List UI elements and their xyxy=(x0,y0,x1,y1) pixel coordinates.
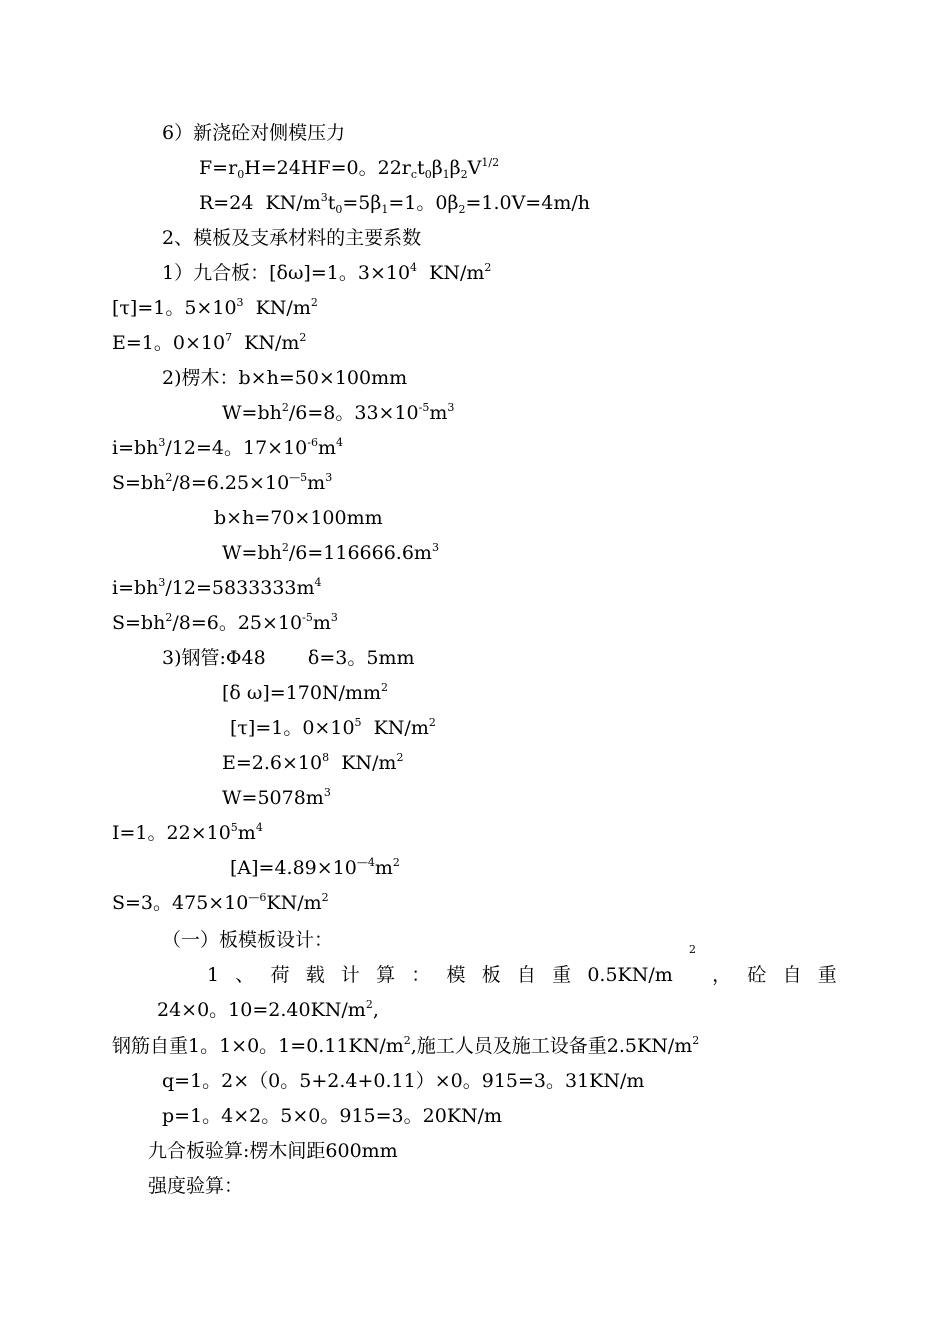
superscript: 5 xyxy=(230,821,238,834)
text-run: m xyxy=(312,612,331,634)
text-run: KN/m xyxy=(232,332,300,354)
subscript: 0 xyxy=(424,168,432,181)
superscript: 2 xyxy=(365,998,373,1011)
text-run: 算 xyxy=(376,964,396,986)
text-run: 24×0。10=2.40KN/m xyxy=(157,999,366,1021)
text-run: 重 xyxy=(817,964,837,986)
text-run: 2)楞木：b×h=50×100mm xyxy=(162,367,408,389)
formula-line xyxy=(157,993,379,1028)
formula-line xyxy=(112,816,263,851)
text-run: [τ]=1。0×10 xyxy=(230,717,355,739)
superscript: —5 xyxy=(289,471,308,484)
text-run: W=bh xyxy=(222,402,282,424)
superscript: 2 xyxy=(281,401,289,414)
superscript: —4 xyxy=(356,856,375,869)
superscript: —6 xyxy=(248,891,267,904)
text-run: 1）九合板：[δω]=1。3×10 xyxy=(162,262,411,284)
text-run: 钢筋自重1。1×0。1=0.11KN/m xyxy=(112,1035,404,1057)
text-run: 6）新浇砼对侧模压力 xyxy=(162,122,346,144)
text-run: 3)钢管:Φ48 δ=3。5mm xyxy=(162,647,415,669)
superscript: 3 xyxy=(323,786,331,799)
text-run: m xyxy=(429,402,448,424)
superscript: 3 xyxy=(325,471,333,484)
formula-line xyxy=(230,851,400,886)
text-line xyxy=(112,1029,699,1064)
text-run: KN/m xyxy=(329,752,397,774)
superscript: 7 xyxy=(225,331,233,344)
superscript: 3 xyxy=(320,191,328,204)
superscript: 3 xyxy=(431,541,439,554)
text-run: m xyxy=(318,437,337,459)
text-run: KN/m xyxy=(417,262,485,284)
superscript: 2 xyxy=(299,331,307,344)
superscript: -5 xyxy=(302,611,313,624)
formula-line xyxy=(162,1064,644,1099)
subscript: 0 xyxy=(335,203,343,216)
text-run: 砼 xyxy=(747,964,767,986)
superscript: 4 xyxy=(314,576,322,589)
text-run: S=bh xyxy=(112,612,166,634)
text-run: 强度验算： xyxy=(148,1175,244,1197)
subscript: 1 xyxy=(381,203,389,216)
text-run: F=r xyxy=(199,157,238,179)
text-run: i=bh xyxy=(112,437,159,459)
section-heading xyxy=(162,221,421,256)
formula-line xyxy=(230,711,436,746)
superscript: 2 xyxy=(403,1034,411,1047)
text-line xyxy=(148,1134,398,1169)
text-run: 重 xyxy=(552,964,572,986)
formula-line xyxy=(162,1099,502,1134)
text-run: q=1。2×（0。5+2.4+0.11）×0。915=3。31KN/m xyxy=(162,1070,645,1092)
text-run: , xyxy=(372,999,379,1021)
text-line-justified xyxy=(207,943,837,993)
superscript: 3 xyxy=(447,401,455,414)
formula-line xyxy=(222,746,403,781)
subscript: 2 xyxy=(458,203,466,216)
text-line xyxy=(148,1169,243,1204)
text-run: H=24HF=0。22r xyxy=(244,157,411,179)
formula-line xyxy=(112,571,322,606)
text-run: b×h=70×100mm xyxy=(214,507,383,529)
formula-line xyxy=(112,326,306,361)
text-run: ,施工人员及施工设备重2.5KN/m xyxy=(410,1035,693,1057)
text-run: E=1。0×10 xyxy=(112,332,226,354)
text-run: /8=6.25×10 xyxy=(172,472,290,494)
superscript: 2 xyxy=(396,751,404,764)
superscript: 2 xyxy=(281,541,289,554)
superscript: 5 xyxy=(354,716,362,729)
text-run: R=24 KN/m xyxy=(199,192,321,214)
text-run: 模 xyxy=(446,964,466,986)
formula-line xyxy=(222,676,388,711)
text-run: 2、模板及支承材料的主要系数 xyxy=(162,227,422,249)
text-run: t xyxy=(417,157,425,179)
formula-line xyxy=(112,431,343,466)
text-run: 1 xyxy=(207,964,220,986)
superscript: 2 xyxy=(484,261,492,274)
text-run: /12=4。17×10 xyxy=(165,437,308,459)
text-run: I=1。22×10 xyxy=(112,822,231,844)
text-run: β xyxy=(431,157,443,179)
superscript: 2 xyxy=(392,856,400,869)
text-run: KN/m xyxy=(266,892,322,914)
superscript: 4 xyxy=(410,261,418,274)
superscript: 4 xyxy=(336,436,344,449)
superscript: 2 xyxy=(692,1034,700,1047)
superscript: 4 xyxy=(255,821,263,834)
text-run: ， xyxy=(712,964,732,986)
text-run: KN/m xyxy=(243,297,311,319)
text-run: 自 xyxy=(516,964,536,986)
superscript: 3 xyxy=(158,576,166,589)
text-run: 板 xyxy=(481,964,501,986)
formula-line xyxy=(214,501,383,536)
text-run: 计 xyxy=(340,964,360,986)
text-run: 0.5KN/m xyxy=(587,964,673,986)
formula-line xyxy=(112,291,318,326)
subscript: 1 xyxy=(442,168,450,181)
formula-line xyxy=(222,396,454,431)
text-run: W=bh xyxy=(222,542,282,564)
text-run: 、 xyxy=(235,964,255,986)
text-run: （一）板模板设计： xyxy=(162,929,334,951)
text-run: V xyxy=(467,157,482,179)
superscript: 2 xyxy=(428,716,436,729)
formula-line xyxy=(222,781,331,816)
text-run: [δ ω]=170N/mm xyxy=(222,682,382,704)
superscript: 3 xyxy=(330,611,338,624)
superscript: 1/2 xyxy=(481,156,500,169)
text-run: E=2.6×10 xyxy=(222,752,323,774)
superscript: 2 xyxy=(381,681,389,694)
text-line xyxy=(162,116,345,151)
subscript: 0 xyxy=(237,168,245,181)
text-run: S=bh xyxy=(112,472,166,494)
superscript: 2 xyxy=(688,943,696,956)
superscript: -5 xyxy=(418,401,430,414)
formula-line xyxy=(112,466,332,501)
text-run: /8=6。25×10 xyxy=(172,612,303,634)
formula-line xyxy=(199,151,499,186)
text-run: =5β xyxy=(342,192,382,214)
formula-line xyxy=(222,536,439,571)
text-run: m xyxy=(307,472,326,494)
text-run: m xyxy=(237,822,256,844)
formula-line xyxy=(112,886,329,921)
formula-line xyxy=(112,606,338,641)
text-run: p=1。4×2。5×0。915=3。20KN/m xyxy=(162,1105,503,1127)
text-line xyxy=(162,641,415,676)
text-run: =1。0β xyxy=(388,192,459,214)
text-run: β xyxy=(449,157,461,179)
subscript: c xyxy=(410,168,418,181)
text-line xyxy=(162,361,407,396)
text-run: /12=5833333m xyxy=(165,577,315,599)
text-run: [A]=4.89×10 xyxy=(230,857,357,879)
subscript: 2 xyxy=(460,168,468,181)
superscript: 2 xyxy=(165,611,173,624)
text-run: W=5078m xyxy=(222,787,324,809)
text-run: [τ]=1。5×10 xyxy=(112,297,237,319)
text-run: i=bh xyxy=(112,577,159,599)
text-run: 载 xyxy=(305,964,325,986)
formula-line xyxy=(199,186,590,221)
text-run: /6=8。33×10 xyxy=(288,402,419,424)
text-run: S=3。475×10 xyxy=(112,892,249,914)
text-run: KN/m xyxy=(361,717,429,739)
text-run: 荷 xyxy=(270,964,290,986)
section-heading xyxy=(162,923,333,958)
text-run: =1.0V=4m/h xyxy=(465,192,590,214)
superscript: 3 xyxy=(158,436,166,449)
text-run: t xyxy=(327,192,336,214)
text-run: 自 xyxy=(782,964,802,986)
text-run: ： xyxy=(411,964,431,986)
superscript: 2 xyxy=(310,296,318,309)
text-run: 九合板验算:楞木间距600mm xyxy=(148,1140,398,1162)
text-run: m xyxy=(374,857,393,879)
superscript: -6 xyxy=(307,436,318,449)
superscript: 8 xyxy=(322,751,330,764)
superscript: 2 xyxy=(165,471,173,484)
superscript: 2 xyxy=(321,891,329,904)
text-run: /6=116666.6m xyxy=(288,542,432,564)
superscript: 3 xyxy=(236,296,244,309)
text-line xyxy=(162,256,491,291)
